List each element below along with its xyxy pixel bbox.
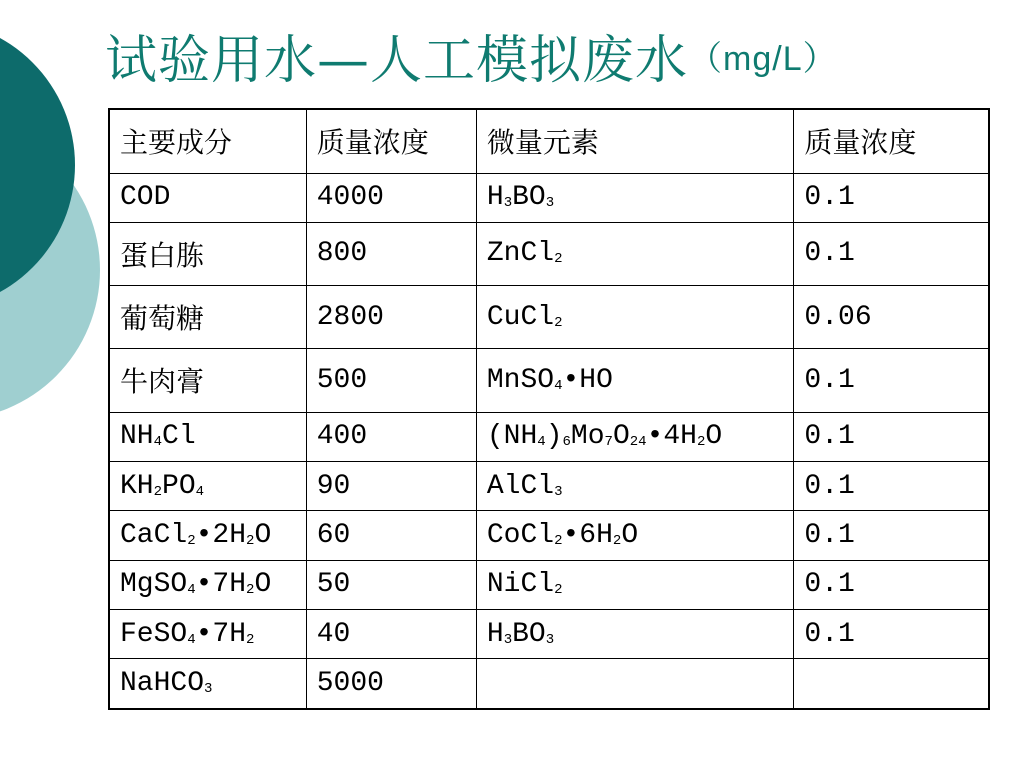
table-cell: 0.06 bbox=[794, 286, 989, 349]
table-cell: 0.1 bbox=[794, 511, 989, 560]
table-row bbox=[109, 511, 989, 560]
table-cell: $KH_2PO_4$ bbox=[109, 461, 306, 510]
table-cell: 500 bbox=[306, 349, 476, 412]
table-cell: $(NH_4)_6Mo_7O_{24}•4H_2O$ bbox=[476, 412, 794, 461]
table-cell: 0.1 bbox=[794, 349, 989, 412]
table-cell bbox=[476, 659, 794, 709]
slide-title bbox=[105, 18, 838, 93]
table-cell: 牛肉膏 bbox=[109, 349, 306, 412]
table-row bbox=[109, 286, 989, 349]
table-cell: 90 bbox=[306, 461, 476, 510]
table-header-cell: 主要成分 bbox=[109, 109, 306, 173]
table-row bbox=[109, 349, 989, 412]
table-cell: COD bbox=[109, 173, 306, 222]
title-text: 试验用水—人工模拟废水 bbox=[105, 31, 689, 91]
table-cell: 40 bbox=[306, 609, 476, 658]
table-cell: 800 bbox=[306, 222, 476, 285]
table-cell: 400 bbox=[306, 412, 476, 461]
table-header-row bbox=[109, 109, 989, 173]
table-cell: $NH_4Cl$ bbox=[109, 412, 306, 461]
table-cell: 0.1 bbox=[794, 560, 989, 609]
table-cell: NaHCO$_3$ bbox=[109, 659, 306, 709]
table-cell: $H_3BO_3$ bbox=[476, 173, 794, 222]
table-row bbox=[109, 609, 989, 658]
table-cell: AlCl$_3$ bbox=[476, 461, 794, 510]
table-cell: $FeSO_4•7H_2$ bbox=[109, 609, 306, 658]
title-unit: （mg/L） bbox=[688, 40, 838, 78]
table-cell: 2800 bbox=[306, 286, 476, 349]
table-cell: 0.1 bbox=[794, 173, 989, 222]
table-row bbox=[109, 560, 989, 609]
table-cell: 5000 bbox=[306, 659, 476, 709]
table-cell: $H_3BO_3$ bbox=[476, 609, 794, 658]
table-cell: 0.1 bbox=[794, 609, 989, 658]
table-cell: $CoCl_2•6H_2O$ bbox=[476, 511, 794, 560]
table-row bbox=[109, 659, 989, 709]
table-cell: 0.1 bbox=[794, 412, 989, 461]
table-cell bbox=[794, 659, 989, 709]
table-cell: $MgSO_4•7H_2O$ bbox=[109, 560, 306, 609]
table-cell: 50 bbox=[306, 560, 476, 609]
table-cell: NiCl$_2$ bbox=[476, 560, 794, 609]
table-cell: 葡萄糖 bbox=[109, 286, 306, 349]
table-cell: $CaCl_2•2H_2O$ bbox=[109, 511, 306, 560]
table-cell: MnSO$_4$•HO bbox=[476, 349, 794, 412]
table-cell: CuCl$_2$ bbox=[476, 286, 794, 349]
table-cell: ZnCl$_2$ bbox=[476, 222, 794, 285]
table-row bbox=[109, 412, 989, 461]
table-cell: 0.1 bbox=[794, 222, 989, 285]
table-header-cell: 质量浓度 bbox=[794, 109, 989, 173]
table-row bbox=[109, 461, 989, 510]
table-cell: 蛋白胨 bbox=[109, 222, 306, 285]
table-cell: 0.1 bbox=[794, 461, 989, 510]
table-header-cell: 微量元素 bbox=[476, 109, 794, 173]
wastewater-composition-table bbox=[108, 108, 990, 710]
table-body bbox=[109, 109, 989, 709]
table-header-cell: 质量浓度 bbox=[306, 109, 476, 173]
table-row bbox=[109, 222, 989, 285]
table-cell: 60 bbox=[306, 511, 476, 560]
table-cell: 4000 bbox=[306, 173, 476, 222]
table-row bbox=[109, 173, 989, 222]
